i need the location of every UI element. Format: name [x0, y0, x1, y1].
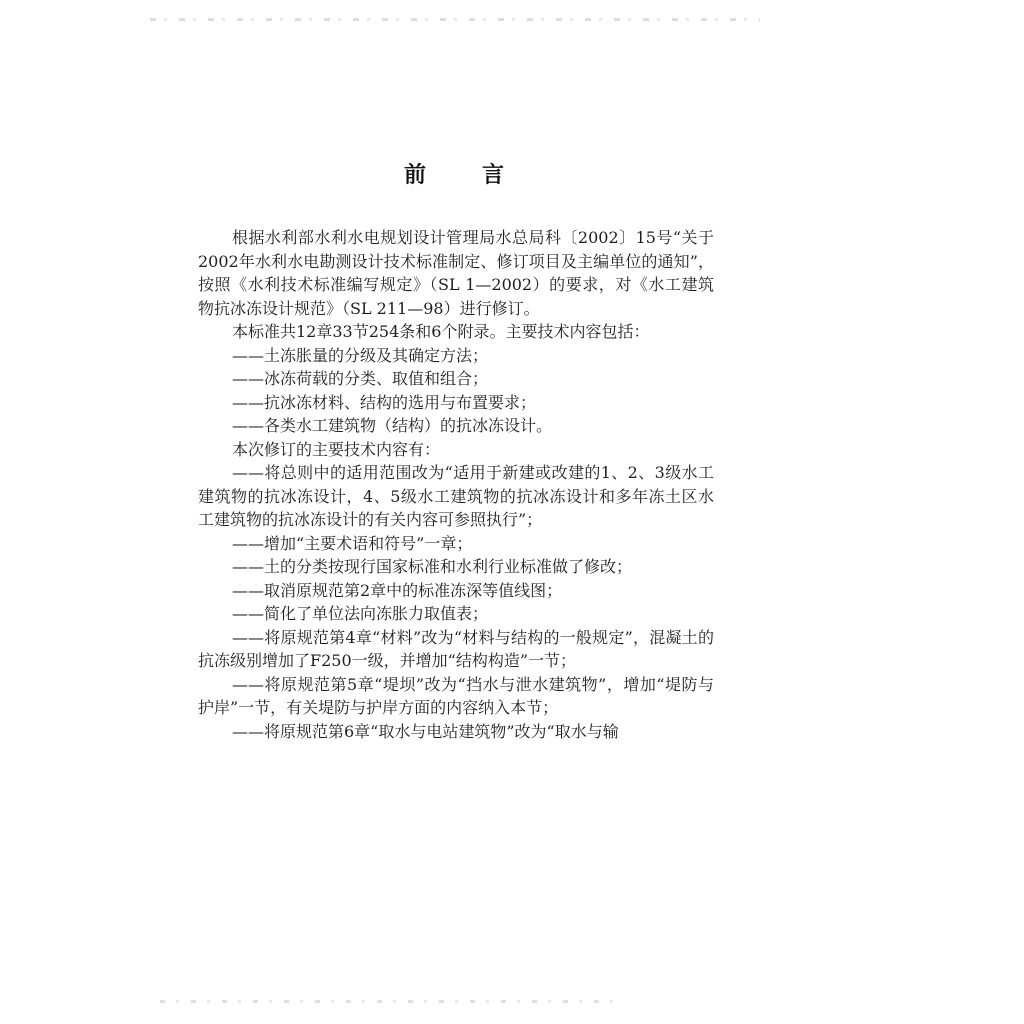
- list-item: ——将总则中的适用范围改为“适用于新建或改建的1、2、3级水工建筑物的抗冰冻设计，4、5级水工建筑物的抗冰冻设计和多年冻土区水工建筑物的抗冰冻设计的有关内容可参照执行”；: [198, 463, 714, 529]
- scan-noise-bottom: [160, 1000, 620, 1003]
- title-char-2: 言: [481, 163, 504, 188]
- title-char-1: 前: [404, 163, 427, 188]
- scan-noise-top: [150, 18, 760, 21]
- list-item: ——各类水工建筑物（结构）的抗冰冻设计。: [232, 416, 553, 435]
- list-item: ——增加“主要术语和符号”一章；: [232, 533, 473, 553]
- paragraph-revision-intro: 本次修订的主要技术内容有：: [232, 439, 441, 459]
- list-item: ——抗冰冻材料、结构的选用与布置要求；: [232, 392, 537, 412]
- list-item: ——将原规范第4章“材料”改为“材料与结构的一般规定”，混凝土的抗冻级别增加了F250一级，并增加“结构构造”一节；: [198, 627, 714, 670]
- page-title: [404, 158, 504, 189]
- list-item: ——简化了单位法向冻胀力取值表；: [232, 604, 489, 623]
- list-item: ——土冻胀量的分级及其确定方法；: [232, 345, 489, 365]
- list-item: ——将原规范第5章“堤坝”改为“挡水与泄水建筑物”，增加“堤防与护岸”一节，有关堤防与护岸方面的内容纳入本节；: [198, 674, 714, 717]
- list-item: ——冰冻荷载的分类、取值和组合；: [232, 369, 489, 388]
- list-item: ——取消原规范第2章中的标准冻深等值线图；: [232, 580, 563, 600]
- paragraph-summary: 本标准共12章33节254条和6个附录。主要技术内容包括：: [232, 322, 650, 341]
- body-text: [198, 226, 714, 743]
- list-item: ——土的分类按现行国家标准和水利行业标准做了修改；: [232, 557, 633, 576]
- list-item: ——将原规范第6章“取水与电站建筑物”改为“取水与输: [232, 721, 619, 741]
- paragraph-basis: 根据水利部水利水电规划设计管理局水总局科〔2002〕15号“关于2002年水利水电勘测设计技术标准制定、修订项目及主编单位的通知”，按照《水利技术标准编写规定》（SL 1—2002）的要求，对《水工建筑物抗冰冻设计规范》（SL 211—98）进行修订。: [198, 228, 714, 318]
